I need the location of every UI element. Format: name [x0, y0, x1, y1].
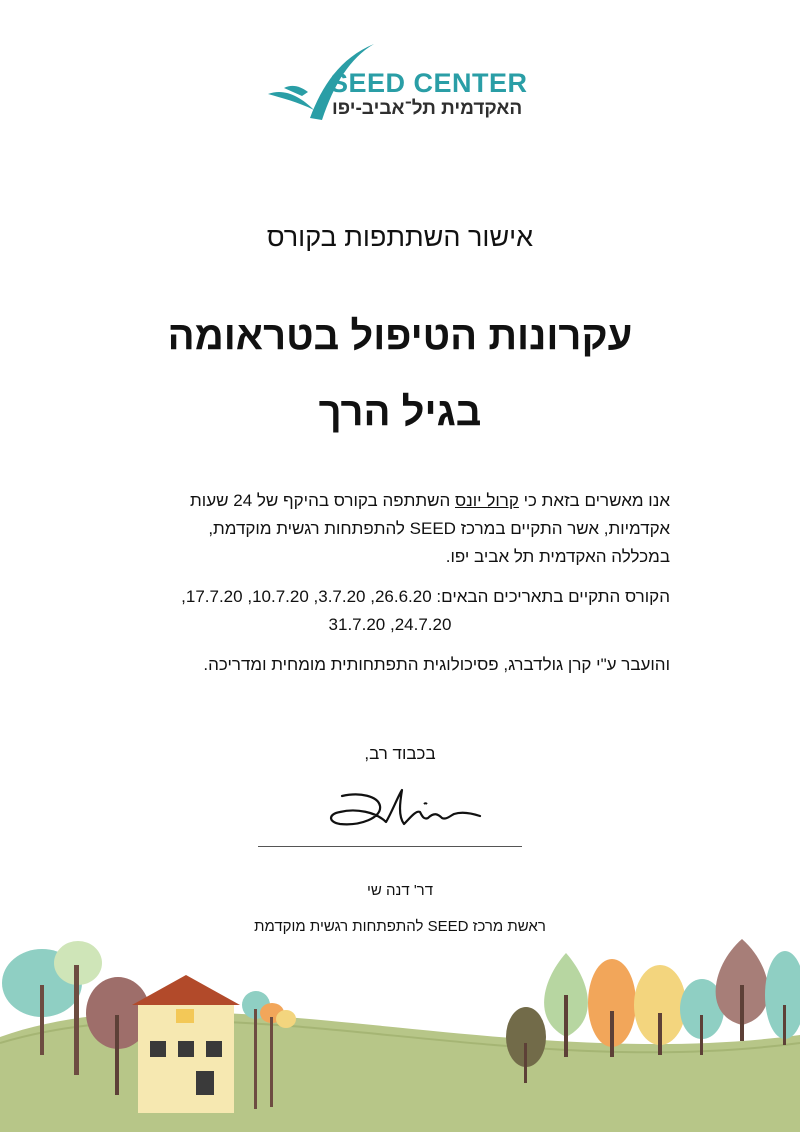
certificate-body — [110, 487, 670, 679]
certificate-subtitle: אישור השתתפות בקורס — [266, 222, 534, 252]
signer-name: דר' דנה שי — [366, 882, 434, 899]
para1-prefix: אנו מאשרים בזאת כי — [518, 491, 670, 510]
body-line-1 — [110, 487, 670, 515]
course-title-line1: עקרונות הטיפול בטראומה — [167, 314, 633, 358]
para1-suffix: השתתפה בקורס בהיקף של 24 שעות — [190, 491, 455, 510]
seed-center-logo — [262, 38, 532, 128]
house-icon — [132, 975, 240, 1113]
logo-subtitle: האקדמית תל־אביב-יפו — [332, 98, 523, 119]
body-line-3: במכללה האקדמית תל אביב יפו. — [445, 547, 670, 566]
signature-image — [320, 782, 490, 832]
course-title-line2: בגיל הרך — [318, 390, 482, 434]
lecturer-line: והועבר ע"י קרן גולדברג, פסיכולוגית התפתחותית מומחית ומדריכה. — [203, 655, 670, 674]
signature-line — [258, 846, 522, 847]
logo-name: SEED CENTER — [330, 68, 528, 98]
body-line-2: אקדמיות, אשר התקיים במרכז SEED להתפתחות רגשית מוקדמת, — [208, 519, 670, 538]
signer-role: ראשת מרכז SEED להתפתחות רגשית מוקדמת — [254, 918, 546, 935]
dates-line-2: 24.7.20, 31.7.20 — [328, 615, 452, 634]
landscape-illustration — [0, 925, 800, 1132]
tree-icon — [765, 951, 800, 1039]
participant-name: קרול יונס — [455, 491, 519, 510]
dates-line-1: הקורס התקיים בתאריכים הבאים: 26.6.20, 3.7.20, 10.7.20, 17.7.20, — [181, 587, 670, 606]
closing-text: בכבוד רב, — [364, 744, 436, 763]
